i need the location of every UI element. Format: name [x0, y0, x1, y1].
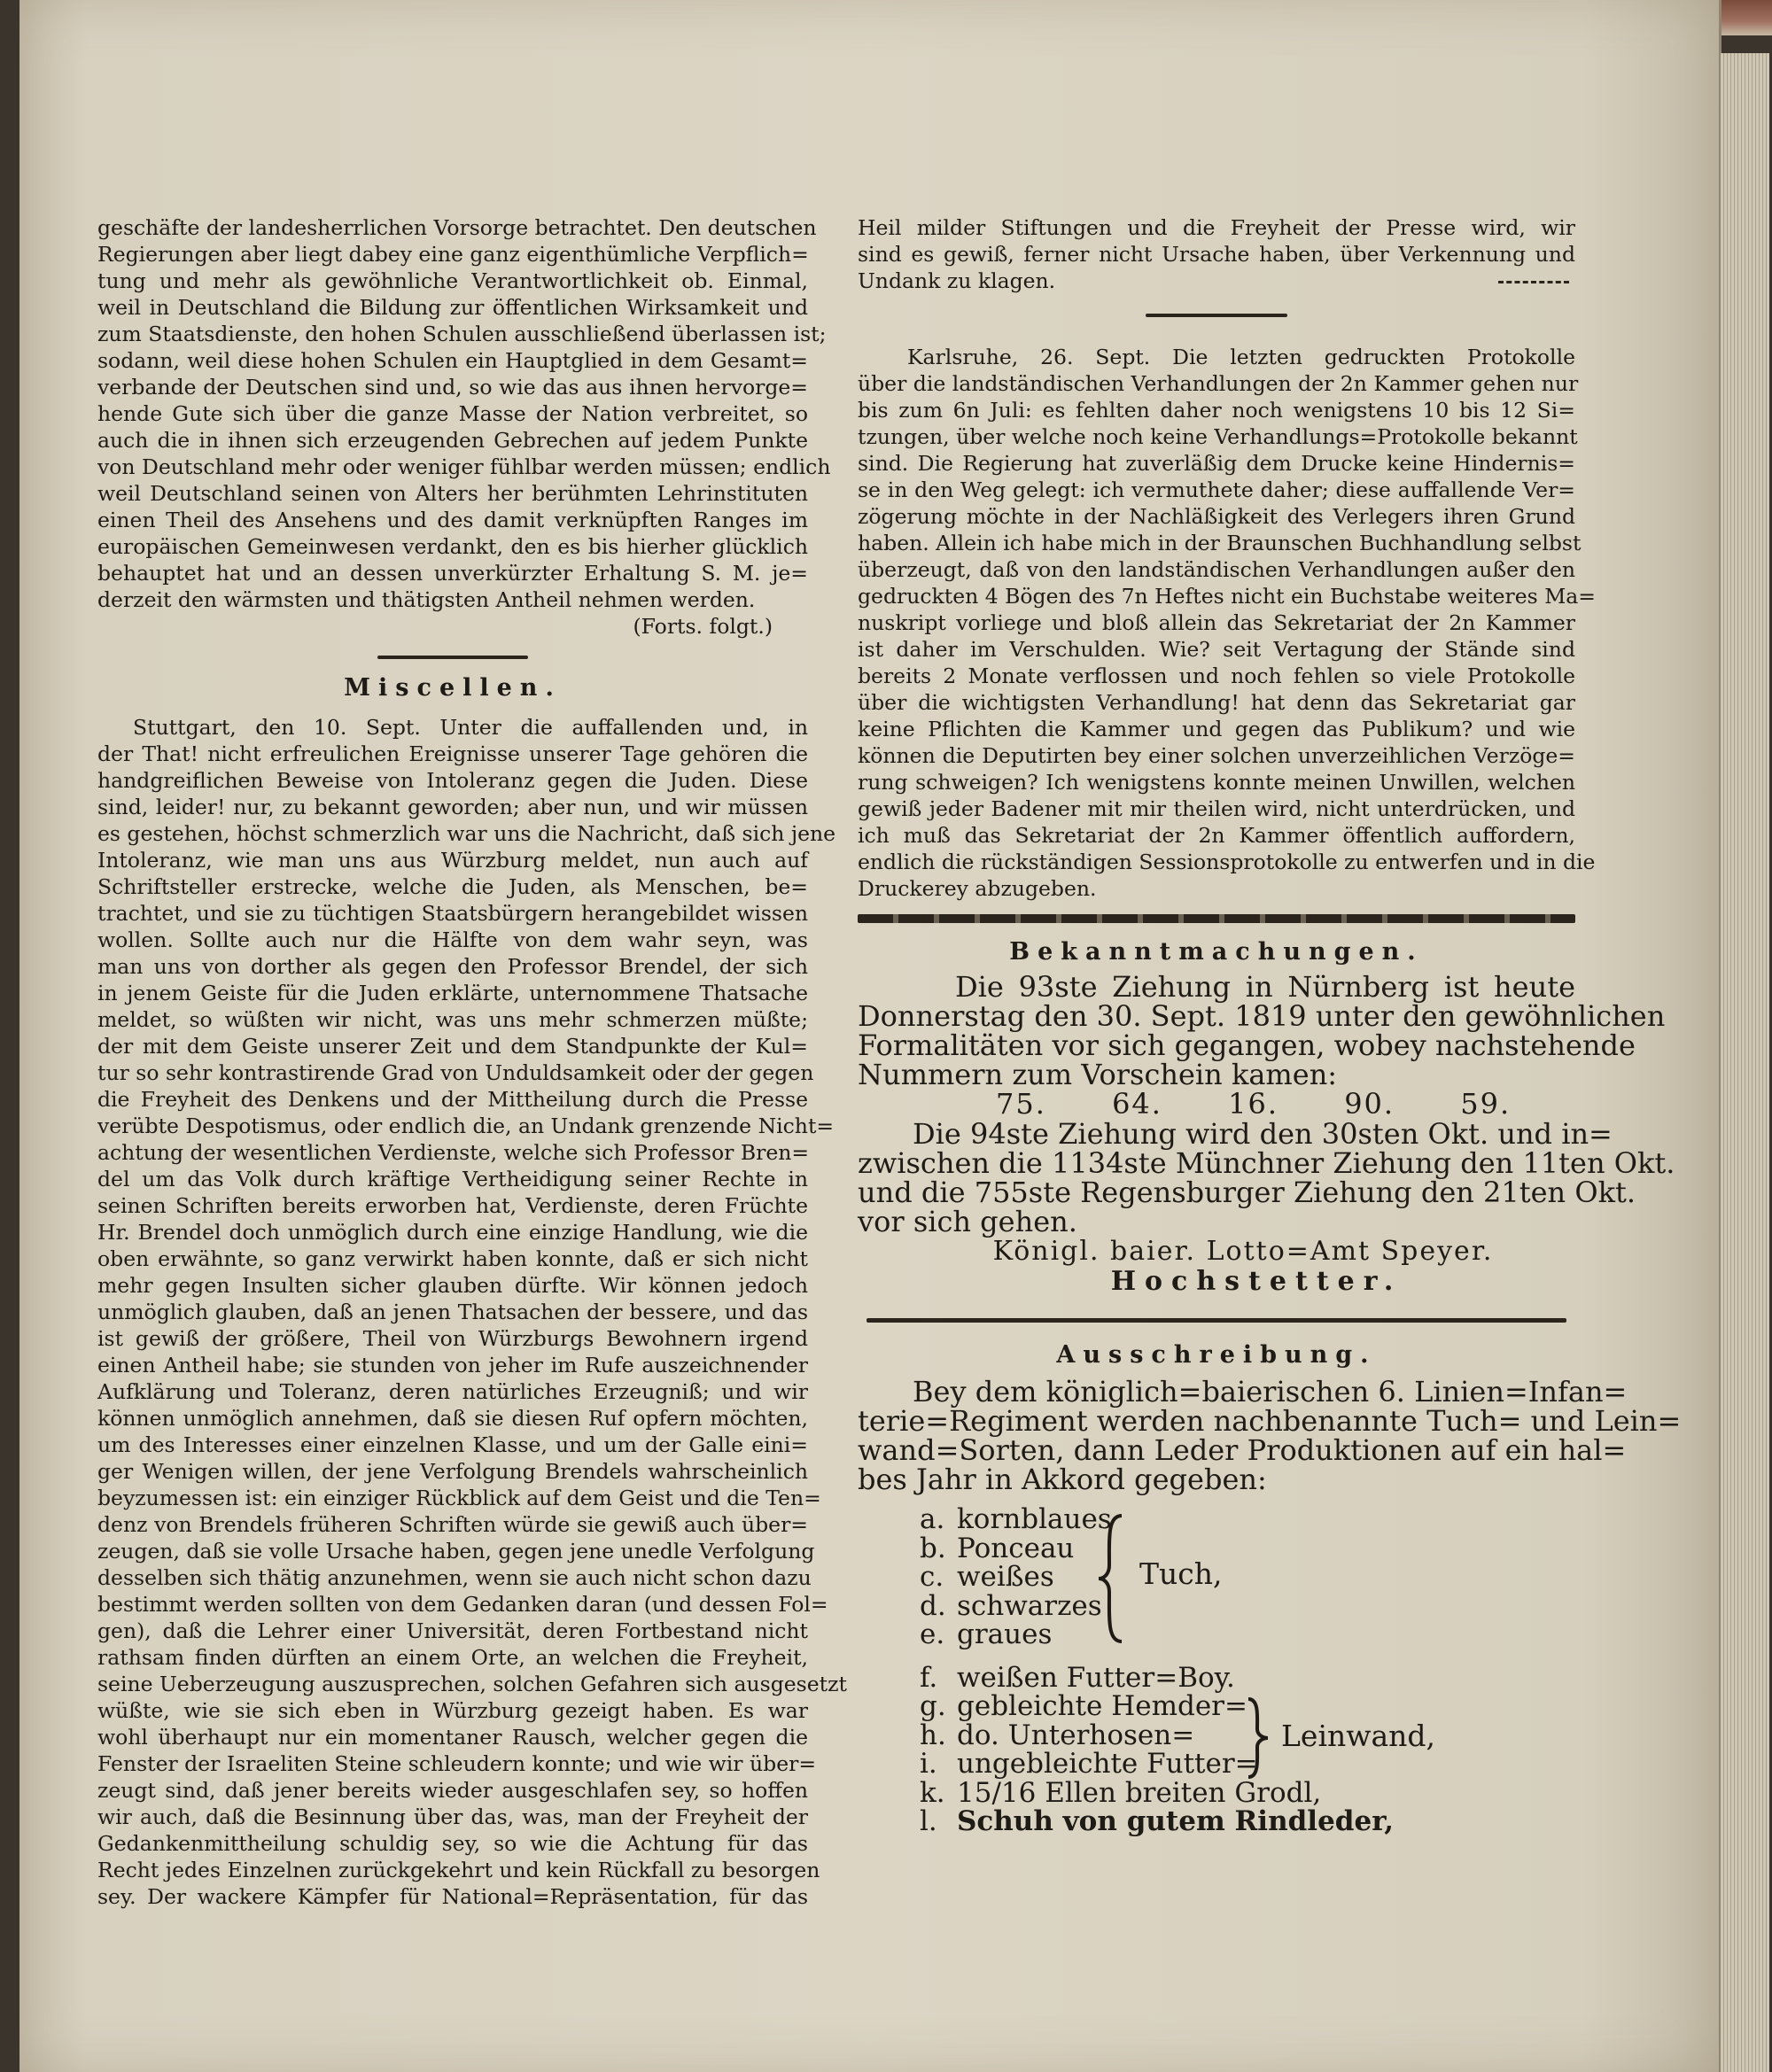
- text-line: sey. Der wackere Kämpfer für National=Repräsentation, für das: [97, 1884, 808, 1909]
- text-line: Die 94ste Ziehung wird den 30sten Okt. und in=: [913, 1117, 1613, 1151]
- curly-brace-icon: [1243, 1696, 1273, 1781]
- list-item: [858, 1718, 1575, 1753]
- text-line: verbande der Deutschen sind und, so wie das aus ihnen hervorge=: [97, 375, 808, 400]
- text-line: wüßte, wie sie sich eben in Würzburg gezeigt haben. Es war: [97, 1698, 808, 1723]
- miscellen-heading: Miscellen.: [344, 674, 562, 702]
- text-line: sodann, weil diese hohen Schulen ein Hauptglied in dem Gesamt=: [97, 348, 808, 373]
- text-line: unmöglich glauben, daß an jenen Thatsachen der bessere, und das: [97, 1300, 808, 1324]
- text-line: zum Staatsdienste, den hohen Schulen ausschließend überlassen ist;: [97, 322, 827, 346]
- text-line: verübte Despotismus, oder endlich die, an Undank grenzende Nicht=: [97, 1114, 835, 1138]
- text-line: keine Pflichten die Kammer und gegen das Publikum? und wie: [858, 717, 1575, 741]
- text-line: von Deutschland mehr oder weniger fühlbar werden müssen; endlich: [97, 454, 831, 479]
- text-line: ist daher im Verschulden. Wie? seit Vertagung der Stände sind: [858, 637, 1575, 662]
- text-line: auch die in ihnen sich erzeugenden Gebrechen auf jedem Punkte: [97, 428, 808, 453]
- text-line: sind, leider! nur, zu bekannt geworden; aber nun, und wir müssen: [97, 795, 808, 819]
- text-line: behauptet hat und an dessen unverkürzter Erhaltung S. M. je=: [97, 561, 808, 586]
- text-line: die Freyheit des Denkens und der Mittheilung durch die Presse: [97, 1087, 808, 1112]
- text-line: wohl überhaupt nur ein momentaner Rausch, welcher gegen die: [97, 1725, 808, 1750]
- text-line: und die 755ste Regensburger Ziehung den 21ten Okt.: [858, 1176, 1636, 1209]
- list-item: [858, 1750, 1575, 1779]
- text-line: tung und mehr als gewöhnliche Verantwortlichkeit ob. Einmal,: [97, 268, 808, 293]
- cloth-group: [858, 1505, 1575, 1649]
- text-line: wir auch, daß die Besinnung über das, was, man der Freyheit der: [97, 1804, 808, 1829]
- list-item: [858, 1776, 1575, 1809]
- page-stack-edge: [1721, 53, 1769, 2072]
- lottery-office-signature: Königl. baier. Lotto=Amt Speyer.: [992, 1236, 1494, 1267]
- text-line: man uns von dorther als gegen den Professor Brendel, der sich: [97, 954, 808, 979]
- text-line: ist gewiß der größere, Theil von Würzburgs Bewohnern irgend: [97, 1326, 808, 1351]
- item-letter: a.: [920, 1503, 945, 1535]
- item-text: Ponceau: [957, 1532, 1075, 1564]
- left-column: [97, 214, 847, 1910]
- right-intro-text: [858, 214, 1575, 294]
- text-line: Donnerstag den 30. Sept. 1819 unter den gewöhnlichen: [858, 999, 1666, 1033]
- text-line: del um das Volk durch kräftige Vertheidigung seiner Rechte in: [97, 1167, 808, 1191]
- lottery-numbers: 75. 64. 16. 90. 59.: [996, 1087, 1512, 1121]
- text-line: se in den Weg gelegt: ich vermuthete daher; diese auffallende Ver=: [858, 477, 1575, 502]
- item-letter: f.: [920, 1661, 938, 1694]
- text-line: Schriftsteller erstrecke, welche die Juden, als Menschen, be=: [97, 874, 808, 899]
- list-item: [858, 1807, 1575, 1836]
- tender-heading: Ausschreibung.: [1056, 1341, 1377, 1369]
- item-letter: g.: [920, 1690, 946, 1722]
- text-line: um des Interesses einer einzelnen Klasse, und um der Galle eini=: [97, 1432, 808, 1457]
- text-line: in jenem Geiste für die Juden erklärte, unternommene Thatsache: [97, 981, 808, 1005]
- text-line: [858, 268, 1575, 294]
- section-divider: [867, 1318, 1566, 1323]
- lottery-announcement: [858, 970, 1675, 1297]
- end-flourish: [1498, 281, 1569, 283]
- cloth-label: Tuch,: [1139, 1556, 1223, 1591]
- linen-label: Leinwand,: [1281, 1718, 1436, 1753]
- text-line: rung schweigen? Ich wenigstens konnte meinen Unwillen, welchen: [858, 770, 1575, 795]
- list-item: [858, 1692, 1575, 1721]
- lottery-official-name: Hochstetter.: [1110, 1266, 1403, 1297]
- item-text: kornblaues: [957, 1503, 1112, 1535]
- text-line: bes Jahr in Akkord gegeben:: [858, 1463, 1267, 1496]
- karlsruhe-article: [858, 344, 1596, 902]
- text-line: Hr. Brendel doch unmöglich durch eine einzige Handlung, wie die: [97, 1220, 808, 1245]
- text-line: zeugt sind, daß jener bereits wieder ausgeschlafen sey, so hoffen: [97, 1778, 808, 1803]
- text-line: es gestehen, höchst schmerzlich war uns die Nachricht, daß sich jene: [97, 821, 836, 846]
- item-letter: b.: [920, 1532, 946, 1564]
- stuttgart-article: [97, 714, 847, 1910]
- text-line: beyzumessen ist: ein einziger Rückblick auf dem Geist und die Ten=: [97, 1486, 821, 1510]
- item-letter: c.: [920, 1561, 944, 1593]
- item-text: 15/16 Ellen breiten Grodl,: [957, 1776, 1322, 1809]
- text-line: hende Gute sich über die ganze Masse der Nation verbreitet, so: [97, 401, 808, 426]
- text-line-content: Undank zu klagen.: [858, 268, 1056, 293]
- section-divider: [377, 656, 528, 659]
- text-line: Fenster der Israeliten Steine schleudern konnte; und wie wir über=: [97, 1751, 817, 1776]
- text-line: tur so sehr kontrastirende Grad von Unduldsamkeit oder der gegen: [97, 1060, 814, 1085]
- text-line: sind es gewiß, ferner nicht Ursache haben, über Verkennung und: [858, 242, 1575, 267]
- list-item: [858, 1589, 1575, 1622]
- item-text: weißen Futter=Boy.: [957, 1661, 1235, 1694]
- text-line: europäischen Gemeinwesen verdankt, den es bis hierher glücklich: [97, 534, 808, 559]
- text-line: Aufklärung und Toleranz, deren natürliches Erzeugniß; und wir: [97, 1379, 808, 1404]
- list-item: [858, 1505, 1575, 1534]
- text-line: haben. Allein ich habe mich in der Braunschen Buchhandlung selbst: [858, 531, 1582, 555]
- text-line: ich muß das Sekretariat der 2n Kammer öffentlich auffordern,: [858, 823, 1575, 848]
- text-line: Regierungen aber liegt dabey eine ganz eigenthümliche Verpflich=: [97, 242, 809, 267]
- text-line: gewiß jeder Badener mit mir theilen wird, nicht unterdrücken, und: [858, 796, 1575, 821]
- text-line: nuskript vorliege und bloß allein das Sekretariat der 2n Kammer: [858, 610, 1575, 635]
- text-line: seine Ueberzeugung auszusprechen, solchen Gefahren sich ausgesetzt: [97, 1672, 847, 1696]
- item-text: schwarzes: [957, 1589, 1102, 1622]
- item-text: gebleichte Hemder=: [957, 1690, 1247, 1722]
- text-line: können die Deputirten bey einer solchen unverzeihlichen Verzöge=: [858, 743, 1575, 768]
- text-line: können unmöglich annehmen, daß sie diesen Ruf opfern möchten,: [97, 1406, 808, 1431]
- text-line: der mit dem Geiste unserer Zeit und dem Standpunkte der Kul=: [97, 1034, 808, 1059]
- text-line: bestimmt werden sollten von dem Gedanken daran (und dessen Fol=: [97, 1592, 828, 1617]
- text-line: zögerung möchte in der Nachläßigkeit des Verlegers ihren Grund: [858, 504, 1575, 529]
- text-line: desselben sich thätig anzunehmen, wenn sie auch nicht schon dazu: [97, 1565, 812, 1590]
- item-text: do. Unterhosen=: [957, 1719, 1195, 1751]
- item-text: graues: [957, 1618, 1053, 1650]
- list-item: [858, 1661, 1575, 1694]
- text-line: mehr gegen Insulten sicher glauben dürfte. Wir können jedoch: [97, 1273, 808, 1298]
- text-line: der That! nicht erfreulichen Ereignisse unserer Tage gehören die: [97, 741, 808, 766]
- text-line: Formalitäten vor sich gegangen, wobey nachstehende: [858, 1028, 1636, 1062]
- text-line: derzeit den wärmsten und thätigsten Antheil nehmen werden.: [97, 587, 756, 612]
- item-letter: h.: [920, 1719, 946, 1751]
- text-line: Stuttgart, den 10. Sept. Unter die auffallenden und, in: [133, 715, 808, 740]
- text-line: einen Antheil habe; sie stunden von jeher im Rufe auszeichnender: [97, 1353, 808, 1377]
- text-line: Karlsruhe, 26. Sept. Die letzten gedruckten Protokolle: [907, 345, 1575, 369]
- text-line: sind. Die Regierung hat zuverläßig dem Drucke keine Hindernis=: [858, 451, 1575, 476]
- text-line: Druckerey abzugeben.: [858, 876, 1097, 901]
- text-line: Die 93ste Ziehung in Nürnberg ist heute: [955, 970, 1575, 1004]
- item-text: weißes: [957, 1561, 1054, 1593]
- text-line: Intoleranz, wie man uns aus Würzburg meldet, nun auch auf: [97, 848, 808, 873]
- text-line: überzeugt, daß von den landständischen Verhandlungen außer den: [858, 557, 1575, 582]
- text-line: zeugen, daß sie volle Ursache haben, gegen jene unedle Verfolgung: [97, 1539, 815, 1564]
- text-line: geschäfte der landesherrlichen Vorsorge betrachtet. Den deutschen: [97, 215, 817, 240]
- text-line: seinen Schriften bereits erworben hat, Verdienste, deren Früchte: [97, 1193, 808, 1218]
- text-line: handgreiflichen Beweise von Intoleranz gegen die Juden. Diese: [97, 768, 808, 793]
- text-line: weil in Deutschland die Bildung zur öffentlichen Wirksamkeit und: [97, 295, 808, 320]
- curly-brace-icon: [1095, 1512, 1131, 1645]
- text-line: rathsam finden dürften an einem Orte, an welchen die Freyheit,: [97, 1645, 808, 1670]
- text-line: einen Theil des Ansehens und des damit verknüpften Ranges im: [97, 508, 808, 532]
- text-line: terie=Regiment werden nachbenannte Tuch= und Lein=: [858, 1404, 1682, 1438]
- item-text: Schuh von gutem Rindleder,: [957, 1805, 1395, 1837]
- text-line: vor sich gehen.: [858, 1205, 1077, 1238]
- text-line: meldet, so wüßten wir nicht, was uns mehr schmerzen müßte;: [97, 1007, 808, 1032]
- left-intro-text: [97, 214, 831, 640]
- item-letter: i.: [920, 1748, 937, 1780]
- text-line: Nummern zum Vorschein kamen:: [858, 1058, 1338, 1091]
- text-line: Gedankenmittheilung schuldig sey, so wie die Achtung für das: [97, 1831, 808, 1856]
- right-column: [858, 214, 1682, 1837]
- text-line: über die landständischen Verhandlungen der 2n Kammer gehen nur: [858, 371, 1579, 396]
- linen-group: [858, 1661, 1575, 1780]
- item-text: ungebleichte Futter=: [957, 1748, 1258, 1780]
- section-divider: [1146, 314, 1287, 317]
- announcement-banner-rule: [858, 914, 1575, 923]
- list-item: [858, 1620, 1575, 1649]
- announcements-heading: Bekanntmachungen.: [1009, 938, 1424, 966]
- item-letter: l.: [920, 1805, 937, 1837]
- text-line: trachtet, und sie zu tüchtigen Staatsbürgern herangebildet wissen: [97, 901, 808, 926]
- text-line: Bey dem königlich=baierischen 6. Linien=Infan=: [913, 1375, 1628, 1408]
- text-line: ger Wenigen willen, der jene Verfolgung Brendels wahrscheinlich: [97, 1459, 808, 1484]
- text-line: zwischen die 1134ste Münchner Ziehung den 11ten Okt.: [858, 1146, 1675, 1180]
- text-line: Recht jedes Einzelnen zurückgekehrt und kein Rückfall zu besorgen: [97, 1858, 820, 1882]
- tender-item-list: [858, 1505, 1575, 1836]
- text-line: tzungen, über welche noch keine Verhandlungs=Protokolle bekannt: [858, 424, 1578, 449]
- text-line: gedruckten 4 Bögen des 7n Heftes nicht ein Buchstabe weiteres Ma=: [858, 584, 1596, 609]
- continued-note: (Forts. folgt.): [633, 614, 773, 639]
- text-line: wand=Sorten, dann Leder Produktionen auf ein hal=: [858, 1433, 1627, 1467]
- text-line: Heil milder Stiftungen und die Freyheit der Presse wird, wir: [858, 215, 1575, 240]
- text-line: bereits 2 Monate verflossen und noch fehlen so viele Protokolle: [858, 664, 1575, 688]
- text-line: weil Deutschland seinen von Alters her berühmten Lehrinstituten: [97, 481, 808, 506]
- item-letter: d.: [920, 1589, 946, 1622]
- text-line: endlich die rückständigen Sessionsprotokolle zu entwerfen und in die: [858, 850, 1596, 874]
- item-letter: e.: [920, 1618, 945, 1650]
- item-letter: k.: [920, 1776, 945, 1809]
- text-line: bis zum 6n Juli: es fehlten daher noch wenigstens 10 bis 12 Si=: [858, 398, 1575, 423]
- tender-announcement: [858, 1375, 1682, 1496]
- text-line: oben erwähnte, so ganz verwirkt haben konnte, daß er sich nicht: [97, 1246, 808, 1271]
- text-line: achtung der wesentlichen Verdienste, welche sich Professor Bren=: [97, 1140, 810, 1165]
- text-line: denz von Brendels früheren Schriften würde sie gewiß auch über=: [97, 1512, 808, 1537]
- text-line: gen), daß die Lehrer einer Universität, deren Fortbestand nicht: [97, 1618, 808, 1643]
- text-line: über die wichtigsten Verhandlung! hat denn das Sekretariat gar: [858, 690, 1575, 715]
- text-line: wollen. Sollte auch nur die Hälfte von dem wahr seyn, was: [97, 927, 808, 952]
